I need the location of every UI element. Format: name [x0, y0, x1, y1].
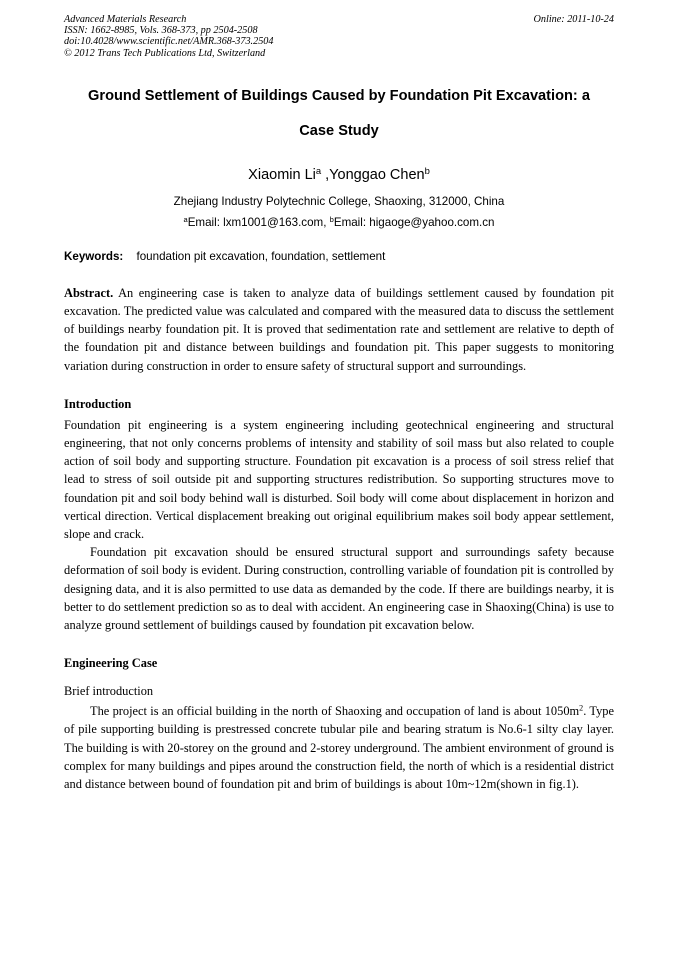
issn-line: ISSN: 1662-8985, Vols. 368-373, pp 2504-2508 — [64, 25, 258, 37]
copyright-line: © 2012 Trans Tech Publications Ltd, Switzerland — [64, 47, 266, 59]
author-1-affil-mark: a — [315, 164, 322, 176]
abstract-text: An engineering case is taken to analyze data of buildings settlement caused by foundation pit excavation. The predicted value was calculated and compared with the measured data to discuss the settlement of buildings nearby foundation pit. It is proved that sedimentation rate and settlement are relative to depth of the foundation pit and distance between buildings and foundation pit. This paper suggests to monitoring variation during construction in order to ensure safety of structural support and surroundings. — [64, 285, 614, 373]
title-line-2: Case Study — [299, 122, 379, 139]
email-a: Email: lxm1001@163.com, — [187, 215, 330, 229]
journal-name: Advanced Materials Research — [64, 14, 187, 25]
publication-header — [64, 14, 614, 59]
email-b: Email: higaoge@yahoo.com.cn — [333, 215, 495, 229]
engineering-case-heading: Engineering Case — [64, 656, 158, 671]
email-line — [64, 215, 614, 231]
keywords-text: foundation pit excavation, foundation, settlement — [136, 249, 386, 263]
engineering-case-paragraph — [64, 702, 614, 793]
abstract — [64, 284, 614, 375]
keywords — [64, 249, 614, 265]
abstract-label: Abstract. — [64, 285, 114, 300]
email-b-mark: b — [329, 214, 334, 224]
author-2-affil-mark: b — [424, 164, 430, 176]
introduction-paragraph-2: Foundation pit excavation should be ensured structural support and surroundings safety because deformation of soil body is evident. During construction, controlling variable of foundation pit is controlled by designing data, and it is also permitted to use data as demanded by the code. If there are buildings nearby, it is better to do settlement prediction so as to deal with accident. An engineering case in Shaoxing(China) is use to analyze ground settlement of buildings caused by foundation pit excavation below. — [64, 545, 614, 633]
doi-line: doi:10.4028/www.scientific.net/AMR.368-373.2504 — [64, 36, 274, 48]
online-date: Online: 2011-10-24 — [533, 14, 614, 25]
case-text-rest: . Type of pile supporting building is prestressed concrete tubular pile and bearing stratum is No.6-1 silty clay layer. The building is with 20-storey on the ground and 2-storey underground. The ambient environment of ground is complex for many buildings and pipes around the construction field, the north of which is a residential district and distance between bound of foundation pit and brim of buildings is about 10m~12m(shown in fig.1). — [64, 704, 614, 792]
author-separator: , — [321, 166, 330, 183]
title-line-1: Ground Settlement of Buildings Caused by Foundation Pit Excavation: a — [88, 87, 590, 104]
author-list — [64, 166, 614, 184]
keywords-label: Keywords: — [64, 249, 124, 263]
brief-introduction-subheading: Brief introduction — [64, 684, 154, 699]
case-text-superscript: 2 — [579, 703, 584, 713]
affiliation: Zhejiang Industry Polytechnic College, Shaoxing, 312000, China — [173, 194, 505, 208]
paper-title — [64, 79, 614, 149]
email-a-mark: a — [183, 214, 188, 224]
introduction-heading: Introduction — [64, 396, 132, 411]
introduction-paragraph-1: Foundation pit engineering is a system engineering including geotechnical engineering and structural engineering, that not only concerns problems of intensity and stability of soil mass but also related to couple action of soil body and supporting structure. Foundation pit excavation is a process of soil stress relief that lead to stress of soil outside pit and supporting structures redistribution. So supporting structures move to foundation pit and soil body behind wall is disturbed. Soil body will come about displacement in horizon and vertical direction. Vertical displacement breaking out original equilibrium makes soil body appear settlement, slope and crack. — [64, 417, 614, 542]
author-2-name: Yonggao Chen — [329, 166, 425, 183]
author-1-name: Xiaomin Li — [248, 166, 316, 183]
paper-page — [64, 14, 614, 793]
case-text-start: The project is an official building in the north of Shaoxing and occupation of land is about 1050m — [90, 704, 580, 719]
